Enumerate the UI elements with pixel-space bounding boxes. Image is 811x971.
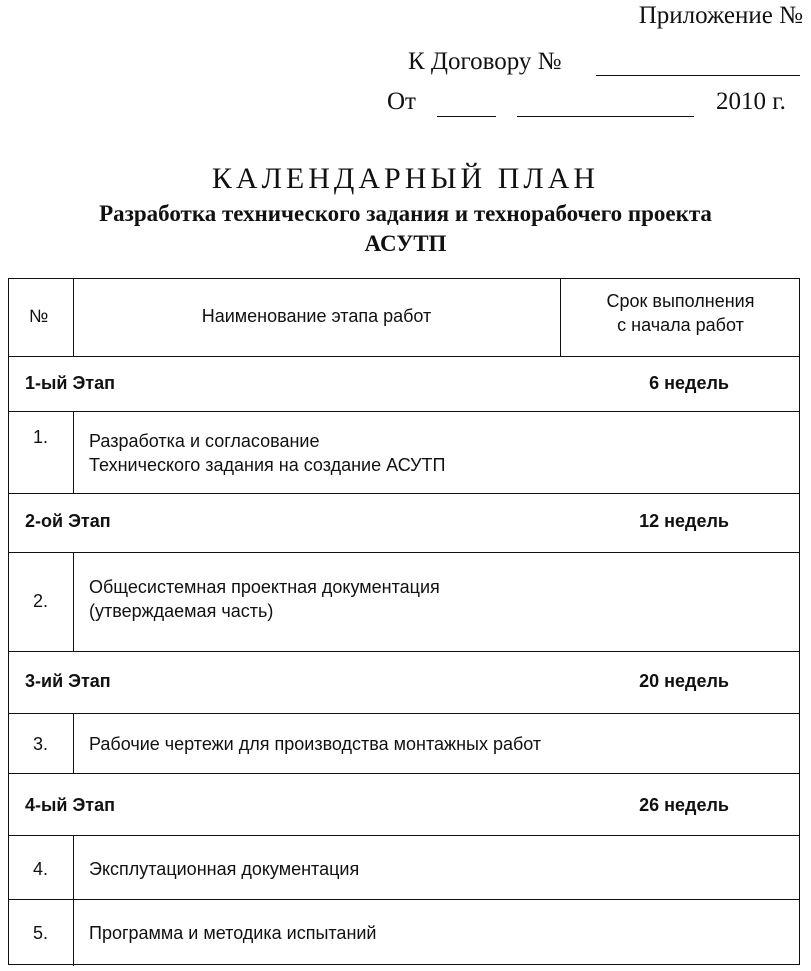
- date-year: 2010 г.: [716, 88, 786, 115]
- item-3-num: 3.: [33, 734, 49, 754]
- item-1-line-1: Разработка и согласование: [89, 431, 320, 451]
- h-line: [9, 493, 799, 494]
- subtitle-line-1: Разработка технического задания и технорабочего проекта: [99, 201, 712, 226]
- item-2-line-2: (утверждаемая часть): [89, 601, 274, 621]
- item-2-desc: [89, 575, 440, 623]
- date-prefix: От: [387, 88, 416, 115]
- stage-4-duration: 26 недель: [639, 795, 729, 815]
- h-line: [9, 713, 799, 714]
- schedule-table: [8, 278, 800, 965]
- stage-1-duration: 6 недель: [649, 373, 729, 393]
- stage-1-label: 1-ый Этап: [25, 373, 115, 393]
- stage-2-label: 2-ой Этап: [25, 511, 111, 531]
- appendix-label: Приложение №: [638, 2, 803, 29]
- col-header-term: [560, 289, 801, 337]
- item-2-num: 2.: [33, 591, 49, 611]
- h-line: [9, 651, 799, 652]
- contract-label: К Договору №: [408, 48, 562, 75]
- item-1-num: 1.: [33, 427, 49, 447]
- stage-3-duration: 20 недель: [639, 671, 729, 691]
- h-line: [9, 773, 799, 774]
- col-header-term-line-2: с начала работ: [617, 315, 744, 335]
- col-header-term-line-1: Срок выполнения: [606, 291, 755, 311]
- row-divider-2: [73, 552, 74, 651]
- item-3-desc: Рабочие чертежи для производства монтажных работ: [89, 734, 542, 754]
- item-2-line-1: Общесистемная проектная документация: [89, 577, 440, 597]
- plan-title: КАЛЕНДАРНЫЙ ПЛАН: [211, 162, 600, 195]
- h-line: [9, 356, 799, 357]
- h-line: [9, 552, 799, 553]
- col-header-name: Наименование этапа работ: [201, 306, 432, 326]
- stage-3-label: 3-ий Этап: [25, 671, 111, 691]
- plan-subtitle: [0, 199, 811, 259]
- subtitle-line-2: АСУТП: [364, 231, 447, 256]
- row-divider-4: [73, 835, 74, 966]
- h-line: [9, 899, 799, 900]
- item-5-num: 5.: [33, 923, 49, 943]
- item-1-desc: [89, 429, 446, 477]
- h-line: [9, 835, 799, 836]
- item-4-desc: Эксплутационная документация: [89, 859, 360, 879]
- date-month-blank: [517, 116, 694, 117]
- stage-4-label: 4-ый Этап: [25, 795, 115, 815]
- contract-number-blank: [596, 75, 800, 76]
- row-divider-3: [73, 713, 74, 773]
- h-line: [9, 411, 799, 412]
- date-day-blank: [437, 116, 496, 117]
- stage-2-duration: 12 недель: [639, 511, 729, 531]
- item-1-line-2: Технического задания на создание АСУТП: [89, 455, 446, 475]
- item-5-desc: Программа и методика испытаний: [89, 923, 377, 943]
- col-header-num: №: [29, 306, 49, 326]
- item-4-num: 4.: [33, 859, 49, 879]
- row-divider-1: [73, 411, 74, 493]
